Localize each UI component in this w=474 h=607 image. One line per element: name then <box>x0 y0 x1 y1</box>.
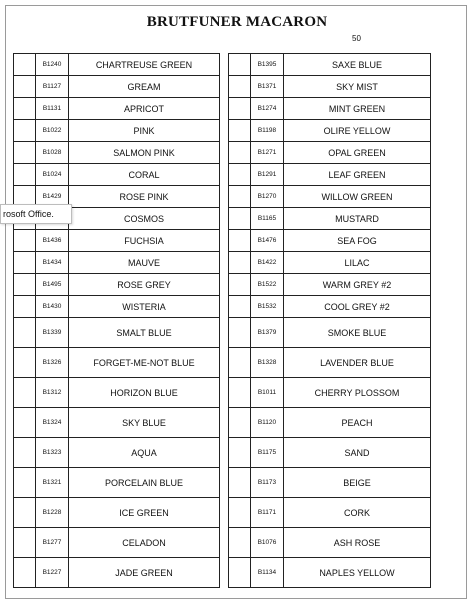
color-code: B1371 <box>251 76 284 98</box>
color-name: LILAC <box>284 252 431 274</box>
color-code: B1532 <box>251 296 284 318</box>
table-row <box>14 296 220 318</box>
table-row <box>14 120 220 142</box>
table-row <box>14 408 220 438</box>
color-code: B1270 <box>251 186 284 208</box>
table-row <box>229 54 431 76</box>
color-code: B1127 <box>36 76 69 98</box>
table-row <box>14 274 220 296</box>
checkbox-cell <box>229 142 251 164</box>
color-name: SAND <box>284 438 431 468</box>
checkbox-cell <box>229 296 251 318</box>
table-row <box>229 318 431 348</box>
color-code: B1326 <box>36 348 69 378</box>
table-row <box>14 498 220 528</box>
checkbox-cell <box>229 164 251 186</box>
checkbox-cell <box>229 468 251 498</box>
color-code: B1198 <box>251 120 284 142</box>
checkbox-cell <box>14 348 36 378</box>
color-name: SMOKE BLUE <box>284 318 431 348</box>
color-name: CHERRY PLOSSOM <box>284 378 431 408</box>
color-name: HORIZON BLUE <box>69 378 220 408</box>
checkbox-cell <box>14 54 36 76</box>
table-row <box>229 208 431 230</box>
color-name: MUSTARD <box>284 208 431 230</box>
checkbox-cell <box>14 498 36 528</box>
color-name: LEAF GREEN <box>284 164 431 186</box>
table-row <box>229 528 431 558</box>
table-row <box>229 98 431 120</box>
color-name: CHARTREUSE GREEN <box>69 54 220 76</box>
color-code: B1430 <box>36 296 69 318</box>
color-table-right <box>228 53 431 588</box>
table-row <box>14 558 220 588</box>
checkbox-cell <box>229 438 251 468</box>
color-code: B1339 <box>36 318 69 348</box>
checkbox-cell <box>14 76 36 98</box>
table-row <box>14 142 220 164</box>
color-name: CORK <box>284 498 431 528</box>
color-name: ROSE GREY <box>69 274 220 296</box>
color-code: B1495 <box>36 274 69 296</box>
checkbox-cell <box>229 274 251 296</box>
table-row <box>229 186 431 208</box>
table-row <box>14 76 220 98</box>
color-name: WARM GREY #2 <box>284 274 431 296</box>
checkbox-cell <box>14 438 36 468</box>
color-code: B1028 <box>36 142 69 164</box>
color-code: B1131 <box>36 98 69 120</box>
table-row <box>229 142 431 164</box>
color-name: CELADON <box>69 528 220 558</box>
checkbox-cell <box>14 468 36 498</box>
color-name: OPAL GREEN <box>284 142 431 164</box>
color-name: COOL GREY #2 <box>284 296 431 318</box>
table-row <box>14 54 220 76</box>
color-name: BEIGE <box>284 468 431 498</box>
table-row <box>229 558 431 588</box>
color-code: B1120 <box>251 408 284 438</box>
table-row <box>229 468 431 498</box>
color-code: B1227 <box>36 558 69 588</box>
table-row <box>229 498 431 528</box>
color-name: OLIRE YELLOW <box>284 120 431 142</box>
checkbox-cell <box>229 528 251 558</box>
checkbox-cell <box>14 120 36 142</box>
color-name: MINT GREEN <box>284 98 431 120</box>
color-code: B1323 <box>36 438 69 468</box>
checkbox-cell <box>229 498 251 528</box>
color-name: WILLOW GREEN <box>284 186 431 208</box>
table-row <box>229 230 431 252</box>
color-code: B1011 <box>251 378 284 408</box>
table-row <box>229 408 431 438</box>
color-code: B1277 <box>36 528 69 558</box>
color-code: B1173 <box>251 468 284 498</box>
color-name: PEACH <box>284 408 431 438</box>
color-name: COSMOS <box>69 208 220 230</box>
color-name: PORCELAIN BLUE <box>69 468 220 498</box>
color-name: GREAM <box>69 76 220 98</box>
table-row <box>229 120 431 142</box>
checkbox-cell <box>14 378 36 408</box>
checkbox-cell <box>229 98 251 120</box>
checkbox-cell <box>14 98 36 120</box>
color-name: JADE GREEN <box>69 558 220 588</box>
table-row <box>229 274 431 296</box>
color-code: B1321 <box>36 468 69 498</box>
checkbox-cell <box>229 54 251 76</box>
checkbox-cell <box>14 274 36 296</box>
color-code: B1476 <box>251 230 284 252</box>
color-name: WISTERIA <box>69 296 220 318</box>
color-name: AQUA <box>69 438 220 468</box>
page-number: 50 <box>352 34 361 43</box>
document-title: BRUTFUNER MACARON <box>146 14 328 30</box>
color-code: B1134 <box>251 558 284 588</box>
color-code: B1324 <box>36 408 69 438</box>
color-code: B1291 <box>251 164 284 186</box>
color-code: B1076 <box>251 528 284 558</box>
checkbox-cell <box>229 120 251 142</box>
checkbox-cell <box>229 408 251 438</box>
color-code: B1434 <box>36 252 69 274</box>
color-name: PINK <box>69 120 220 142</box>
checkbox-cell <box>14 528 36 558</box>
table-row <box>229 76 431 98</box>
color-name: CORAL <box>69 164 220 186</box>
checkbox-cell <box>229 76 251 98</box>
color-name: ICE GREEN <box>69 498 220 528</box>
table-row <box>14 348 220 378</box>
color-code: B1274 <box>251 98 284 120</box>
table-row <box>14 318 220 348</box>
color-code: B1379 <box>251 318 284 348</box>
checkbox-cell <box>229 186 251 208</box>
color-name: SALMON PINK <box>69 142 220 164</box>
table-row <box>14 438 220 468</box>
color-name: FUCHSIA <box>69 230 220 252</box>
table-row <box>14 468 220 498</box>
color-name: SMALT BLUE <box>69 318 220 348</box>
checkbox-cell <box>14 252 36 274</box>
color-name: SKY BLUE <box>69 408 220 438</box>
table-row <box>229 348 431 378</box>
checkbox-cell <box>14 230 36 252</box>
table-row <box>229 164 431 186</box>
checkbox-cell <box>229 348 251 378</box>
color-name: LAVENDER BLUE <box>284 348 431 378</box>
table-row <box>229 438 431 468</box>
checkbox-cell <box>14 408 36 438</box>
color-name: SAXE BLUE <box>284 54 431 76</box>
table-row <box>14 252 220 274</box>
color-code: B1328 <box>251 348 284 378</box>
table-row <box>229 378 431 408</box>
color-code: B1429 <box>36 186 69 208</box>
checkbox-cell <box>14 296 36 318</box>
color-name: APRICOT <box>69 98 220 120</box>
checkbox-cell <box>14 318 36 348</box>
color-code: B1022 <box>36 120 69 142</box>
color-code: B1240 <box>36 54 69 76</box>
table-row <box>14 230 220 252</box>
color-name: ROSE PINK <box>69 186 220 208</box>
checkbox-cell <box>229 230 251 252</box>
checkbox-cell <box>229 558 251 588</box>
color-code: B1522 <box>251 274 284 296</box>
color-table-left <box>13 53 220 588</box>
color-code: B1312 <box>36 378 69 408</box>
table-row <box>14 164 220 186</box>
color-name: FORGET-ME-NOT BLUE <box>69 348 220 378</box>
checkbox-cell <box>229 208 251 230</box>
color-name: NAPLES YELLOW <box>284 558 431 588</box>
checkbox-cell <box>229 378 251 408</box>
table-row <box>14 98 220 120</box>
color-code: B1271 <box>251 142 284 164</box>
checkbox-cell <box>14 142 36 164</box>
color-name: ASH ROSE <box>284 528 431 558</box>
checkbox-cell <box>14 558 36 588</box>
color-name: MAUVE <box>69 252 220 274</box>
color-code: B1422 <box>251 252 284 274</box>
checkbox-cell <box>14 164 36 186</box>
color-code: B1171 <box>251 498 284 528</box>
table-row <box>14 528 220 558</box>
color-code: B1228 <box>36 498 69 528</box>
table-row <box>14 378 220 408</box>
color-code: B1175 <box>251 438 284 468</box>
color-name: SKY MIST <box>284 76 431 98</box>
color-name: SEA FOG <box>284 230 431 252</box>
checkbox-cell <box>229 252 251 274</box>
color-code: B1395 <box>251 54 284 76</box>
color-code: B1436 <box>36 230 69 252</box>
color-code: B1024 <box>36 164 69 186</box>
table-row <box>229 296 431 318</box>
tooltip: rosoft Office. <box>0 204 72 224</box>
checkbox-cell <box>229 318 251 348</box>
color-code: B1165 <box>251 208 284 230</box>
table-row <box>229 252 431 274</box>
